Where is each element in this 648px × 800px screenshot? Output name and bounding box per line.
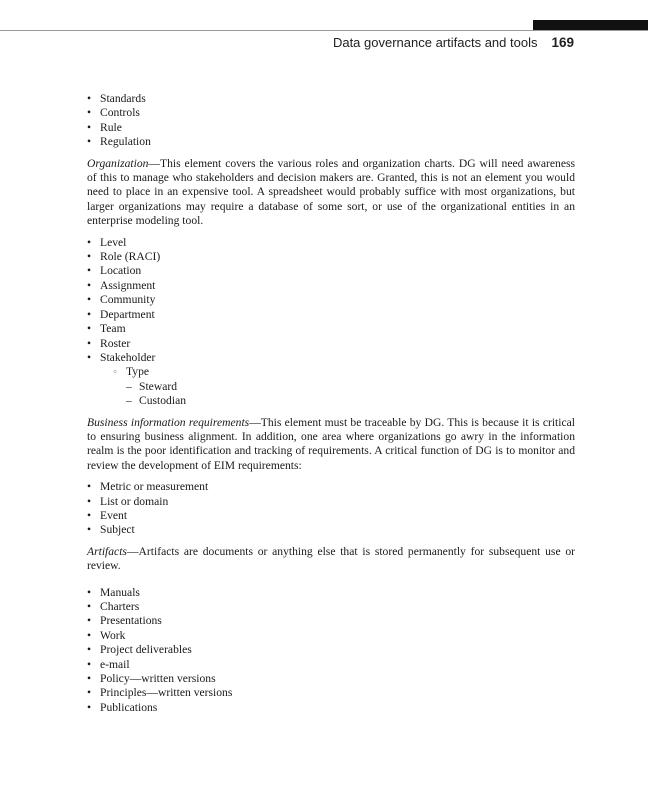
list-item: • Standards (87, 92, 575, 106)
organization-text: —This element covers the various roles and organization charts. DG will need awareness of this to manage who stakeholders and decision makers are. Granted, this is not an element you would need to place in an expensive tool. A spreadsheet would probably suffice with most organizations, but larger organizations may require a database of some sort, or use of the organizational entities in an enterprise modeling tool. (87, 156, 575, 228)
list-item-stakeholder (87, 351, 575, 409)
header-rule (0, 30, 648, 31)
sub-list-item-label: Type (126, 365, 150, 379)
list-item: • Charters (87, 600, 575, 614)
list-item: • Assignment (87, 279, 575, 293)
sub-list (100, 365, 575, 408)
list-item: • Subject (87, 523, 575, 537)
page-body (87, 92, 575, 715)
list-item: • Department (87, 308, 575, 322)
sub-sub-list-item: – Steward (126, 380, 575, 394)
list-item: • Location (87, 264, 575, 278)
list-item: • Policy—written versions (87, 672, 575, 686)
list-item: • Work (87, 629, 575, 643)
business-requirements-text: —This element must be traceable by DG. This is because it is critical to ensuring business alignment. In addition, one area where organizations go awry in the information realm is the poor identification and tracking of requirements. A critical function of DG is to monitor and review the development of EIM requirements: (87, 415, 576, 472)
list-item: • Community (87, 293, 575, 307)
list-item: • Level (87, 236, 575, 250)
list-item: • Manuals (87, 586, 575, 600)
running-title: Data governance artifacts and tools (332, 35, 538, 50)
sub-sub-list (126, 380, 575, 409)
list-item: • Roster (87, 337, 575, 351)
running-head (333, 35, 574, 50)
business-requirements-term: Business information requirements (87, 415, 250, 429)
organization-paragraph (87, 157, 575, 229)
list-item: • Team (87, 322, 575, 336)
bullet-list-governance-items (87, 92, 575, 150)
page-number: 169 (551, 35, 574, 50)
list-item: • e-mail (87, 658, 575, 672)
list-item: • Controls (87, 106, 575, 120)
list-item: • Event (87, 509, 575, 523)
bullet-list-organization (87, 236, 575, 409)
list-item: • Publications (87, 701, 575, 715)
artifacts-text: —Artifacts are documents or anything else that is stored permanently for subsequent use or review. (87, 544, 575, 573)
bullet-list-artifacts (87, 586, 575, 716)
list-item: • Principles—written versions (87, 686, 575, 700)
bullet-list-requirements (87, 480, 575, 538)
list-item: • Role (RACI) (87, 250, 575, 264)
artifacts-paragraph (87, 545, 575, 574)
list-item-label: Stakeholder (100, 350, 156, 364)
organization-term: Organization (87, 156, 149, 170)
sub-list-item-type (113, 365, 575, 408)
artifacts-term: Artifacts (87, 544, 127, 558)
list-item: • Rule (87, 121, 575, 135)
list-item: • Project deliverables (87, 643, 575, 657)
list-item: • Metric or measurement (87, 480, 575, 494)
list-item: • List or domain (87, 495, 575, 509)
list-item: • Regulation (87, 135, 575, 149)
business-requirements-paragraph (87, 416, 575, 474)
sub-sub-list-item: – Custodian (126, 394, 575, 408)
list-item: • Presentations (87, 614, 575, 628)
